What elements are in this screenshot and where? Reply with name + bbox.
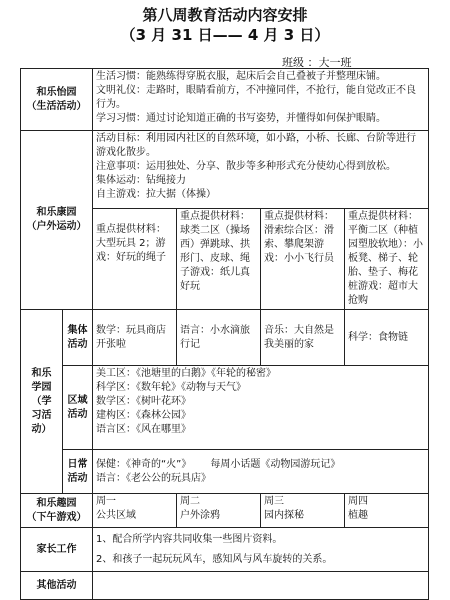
date-range: （3 月 31 日—— 4 月 3 日） — [120, 26, 330, 44]
area-line: 美工区：《池塘里的白鹅》《年轮的秘密》 — [96, 368, 276, 379]
day-activity: 园内探秘 — [264, 510, 304, 521]
life-header — [21, 69, 93, 131]
area-line: 科学区：《数年轮》《动物与天气》 — [96, 382, 246, 393]
collective-cell: 科学：食物链 — [345, 310, 429, 366]
health-area-cell: 重点提供材料：球类二区（操场西）弹跳球、拱形门、皮球、绳子游戏：纸儿真好玩 — [177, 209, 261, 310]
collective-cell: 数学：玩具商店开张啦 — [93, 310, 177, 366]
health-area-cell: 重点提供材料：滑索综合区：滑索、攀爬架游戏：小小飞行员 — [261, 209, 345, 310]
schedule-table — [20, 68, 429, 600]
health-area-cell: 重点提供材料：大型玩具 2；游戏：好玩的绳子 — [93, 209, 177, 310]
life-header-text: 和乐怡园 （生活活动） — [26, 86, 87, 112]
daily-label — [63, 450, 93, 494]
collective-label — [63, 310, 93, 366]
area-line: 语言区：《风在哪里》 — [96, 424, 191, 435]
health-area-cell: 重点提供材料：平衡二区（种植园塑胶软地）：小板凳、梯子、轮胎、垫子、梅花桩游戏：超市大抢购 — [345, 209, 429, 310]
other-content — [93, 572, 429, 600]
day-activity: 公共区域 — [96, 510, 136, 521]
day-label: 周四 — [348, 496, 368, 507]
other-header-text: 其他活动 — [36, 579, 77, 591]
area-line: 数学区：《树叶花环》 — [96, 396, 191, 407]
collective-cell: 语言：小水滴旅行记 — [177, 310, 261, 366]
health-line: 活动目标：利用园内社区的自然环境，如小路，小桥、长廊、台阶等进行游戏化散步。 — [96, 133, 416, 158]
study-header — [21, 310, 63, 494]
parents-content — [93, 528, 429, 572]
health-line: 自主游戏：拉大据（体操） — [96, 189, 216, 200]
life-line: 文明礼仪：走路时，眼睛看前方，不冲撞同伴，不抢行，能自觉改正不良行为。 — [96, 85, 416, 110]
parents-header — [21, 528, 93, 572]
day-label: 周二 — [180, 496, 200, 507]
parents-line: 1、配合所学内容共同收集一些图片资料。 — [96, 533, 283, 545]
area-row — [21, 366, 429, 450]
parents-line: 2、和孩子一起玩玩风车，感知风与风车旋转的关系。 — [96, 553, 333, 565]
study-header-text: 和乐 学园 （学 习活 动） — [31, 367, 52, 435]
fun-header-text: 和乐趣园 （下午游戏） — [26, 497, 87, 523]
parents-header-text: 家长工作 — [36, 543, 77, 555]
life-content — [93, 69, 429, 131]
life-line: 学习习惯：通过讨论知道正确的书写姿势，并懂得如何保护眼睛。 — [96, 113, 386, 124]
daily-content — [93, 450, 429, 494]
day-label: 周一 — [96, 496, 116, 507]
area-label — [63, 366, 93, 450]
health-line: 注意事项：运用独处、分享、散步等多种形式充分使幼心得到放松。 — [96, 161, 396, 172]
daily-line: 保健：《神奇的“火”》 每周小话题《动物园游玩记》 — [96, 458, 341, 470]
other-row — [21, 572, 429, 600]
fun-day-cell — [93, 494, 177, 528]
day-activity: 户外涂鸦 — [180, 510, 220, 521]
fun-day-cell — [177, 494, 261, 528]
collective-row — [21, 310, 429, 366]
fun-day-cell — [345, 494, 429, 528]
page-title: 第八周教育活动内容安排 — [142, 6, 308, 24]
health-header — [21, 131, 93, 310]
daily-row — [21, 450, 429, 494]
health-content — [93, 131, 429, 209]
class-label: 班级 ：大一班 — [282, 56, 352, 69]
area-content — [93, 366, 429, 450]
day-label: 周三 — [264, 496, 284, 507]
health-header-text: 和乐康园 （户外运动） — [26, 207, 87, 232]
area-line: 建构区：《森林公园》 — [96, 410, 191, 421]
fun-row — [21, 494, 429, 528]
collective-cell: 音乐：大自然是我美丽的家 — [261, 310, 345, 366]
daily-label-text: 日常 活动 — [67, 458, 88, 484]
day-activity: 植趣 — [348, 510, 368, 521]
health-line: 集体运动：钻绳接力 — [96, 175, 186, 186]
area-label-text: 区域 活动 — [67, 394, 88, 420]
parents-row — [21, 528, 429, 572]
daily-line: 语言：《老公公的玩具店》 — [96, 472, 211, 484]
life-row — [21, 69, 429, 131]
life-line: 生活习惯：能熟练得穿脱衣服，起床后会自己叠被子并整理床铺。 — [96, 71, 386, 82]
fun-header — [21, 494, 93, 528]
other-header — [21, 572, 93, 600]
fun-day-cell — [261, 494, 345, 528]
collective-label-text: 集体 活动 — [67, 324, 88, 350]
health-row — [21, 131, 429, 209]
